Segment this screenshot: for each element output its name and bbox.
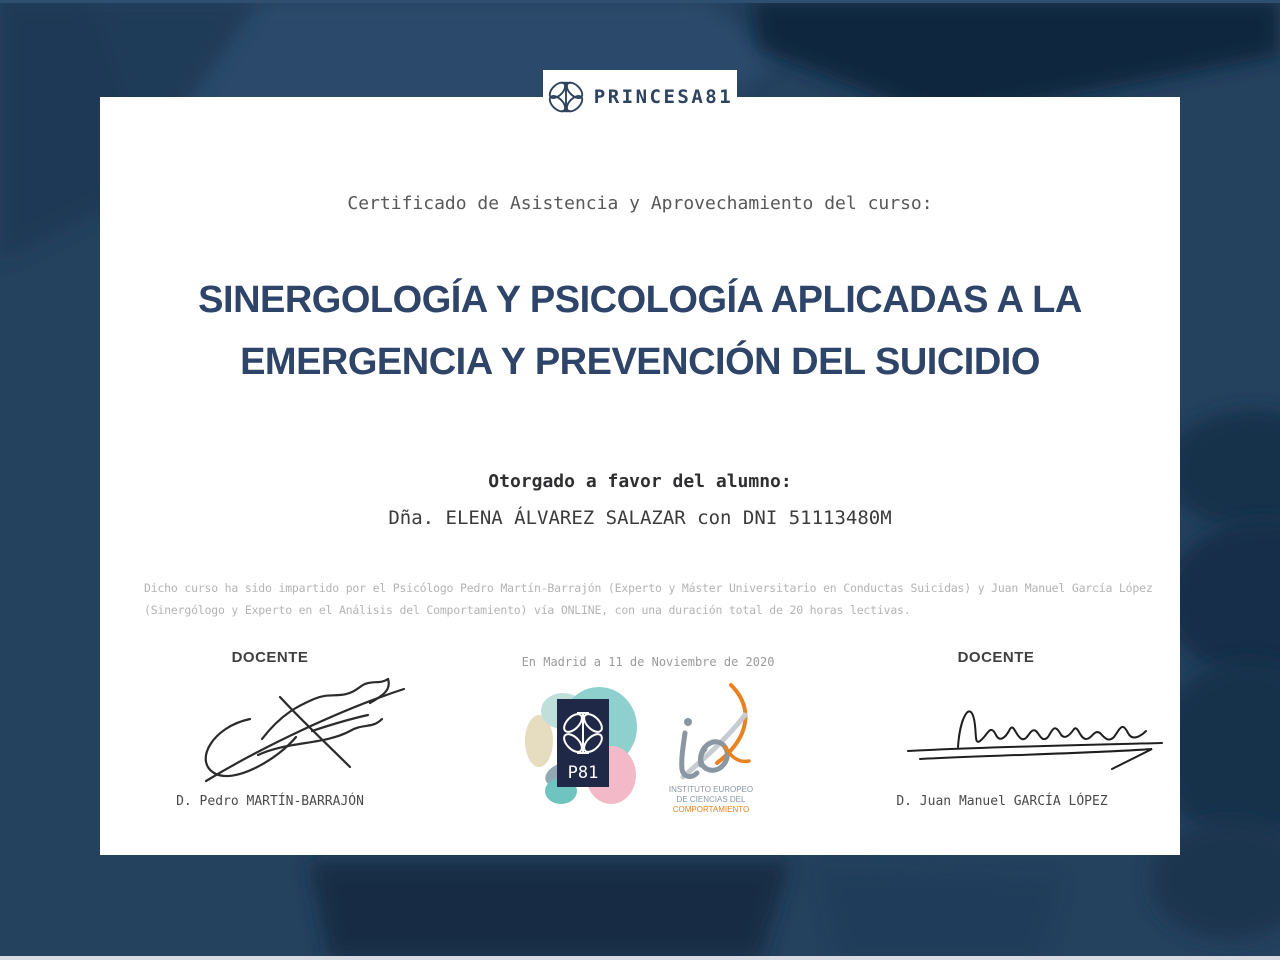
butterfly-icon [547, 78, 585, 116]
signature-pedro [192, 675, 448, 787]
p81-logo [523, 679, 641, 809]
student-line: Dña. ELENA ÁLVAREZ SALAZAR con DNI 51113480M [388, 507, 892, 529]
role-label-right: DOCENTE [957, 649, 1035, 666]
bottom-edge-strip [0, 956, 1280, 960]
course-title-line2: EMERGENCIA Y PREVENCIÓN DEL SUICIDIO [240, 341, 1040, 383]
iec-logo [655, 679, 767, 814]
signature-juan-manuel [900, 693, 1176, 775]
iec-text-line2: DE CIENCIAS DEL [676, 795, 746, 804]
awarded-label: Otorgado a favor del alumno: [488, 471, 792, 492]
signer-name-left: D. Pedro MARTÍN-BARRAJÓN [176, 794, 364, 809]
course-title-line1: SINERGOLOGÍA Y PSICOLOGÍA APLICADAS A LA [198, 279, 1082, 321]
iec-text-line3: COMPORTAMIENTO [672, 805, 750, 814]
role-label-left: DOCENTE [231, 649, 309, 666]
brand-name: PRINCESA81 [593, 85, 734, 108]
course-description-line1: Dicho curso ha sido impartido por el Psicólogo Pedro Martín-Barrajón (Experto y Máster Universitario en Conductas Suicidas) y Juan Manuel García López [144, 581, 1153, 595]
p81-label: P81 [567, 763, 599, 783]
center-logos [520, 679, 770, 814]
certificate-subtitle: Certificado de Asistencia y Aprovechamiento del curso: [347, 193, 933, 214]
top-edge-highlight [0, 0, 1280, 3]
signer-name-right: D. Juan Manuel GARCÍA LÓPEZ [896, 794, 1108, 809]
brand-logo-tab [543, 70, 737, 123]
course-title [140, 269, 1140, 393]
date-line: En Madrid a 11 de Noviembre de 2020 [521, 655, 775, 669]
course-description [144, 577, 1153, 621]
course-description-line2: (Sinergólogo y Experto en el Análisis del Comportamiento) vía ONLINE, con una duración total de 20 horas lectivas. [144, 603, 911, 617]
iec-text-line1: INSTITUTO EUROPEO [668, 785, 754, 794]
certificate-card [100, 97, 1180, 855]
